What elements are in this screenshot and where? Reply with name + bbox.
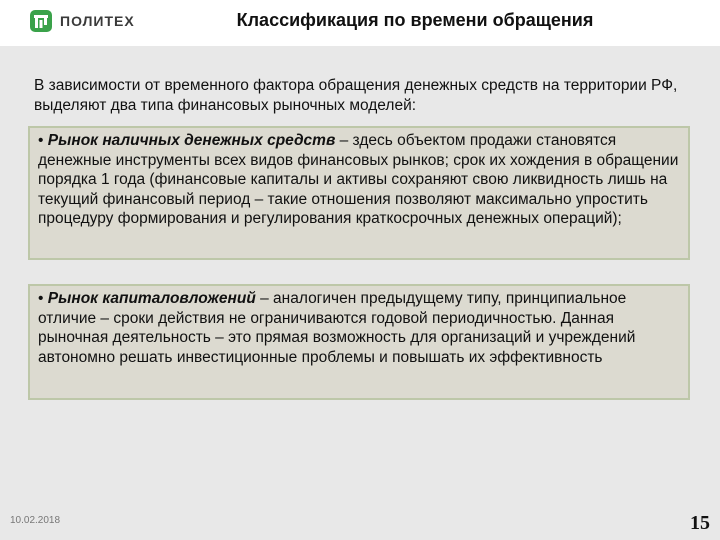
intro-paragraph: В зависимости от временного фактора обращения денежных средств на территории РФ, выделяют два типа финансовых рыночных моделей:: [34, 77, 678, 114]
slide-content: [0, 46, 720, 540]
slide-header: [0, 0, 720, 46]
politeh-logo-icon: [30, 10, 52, 32]
description-cash-market: – здесь объектом продажи становятся денежные инструменты всех видов финансовых рынков; срок их хождения в обращении порядка 1 года (финансовые капиталы и активы сохраняют свою ликвидность лишь на текущий финансовый период – такие отношения позволяют максимально упростить процедуру формирования и регулирования краткосрочных денежных операций);: [38, 132, 679, 228]
logo-text: ПОЛИТЕХ: [60, 13, 135, 29]
market-type-box-cash: [28, 126, 690, 260]
politeh-logo: [30, 8, 135, 34]
slide-title: Классификация по времени обращения: [236, 10, 594, 30]
term-cash-market: Рынок наличных денежных средств: [47, 132, 336, 149]
market-type-box-investment: [28, 284, 690, 400]
bullet: •: [38, 132, 44, 149]
description-investment-market: – аналогичен предыдущему типу, принципиальное отличие – сроки действия не ограничиваются годовой периодичностью. Данная рыночная деятельность – это прямая возможность для организаций и учреждений автономно решать инвестиционные проблемы и повышать их эффективность: [38, 290, 636, 366]
page-number: 15: [690, 512, 710, 534]
slide-date: 10.02.2018: [10, 515, 61, 526]
term-investment-market: Рынок капиталовложений: [47, 290, 256, 307]
bullet: •: [38, 290, 44, 307]
